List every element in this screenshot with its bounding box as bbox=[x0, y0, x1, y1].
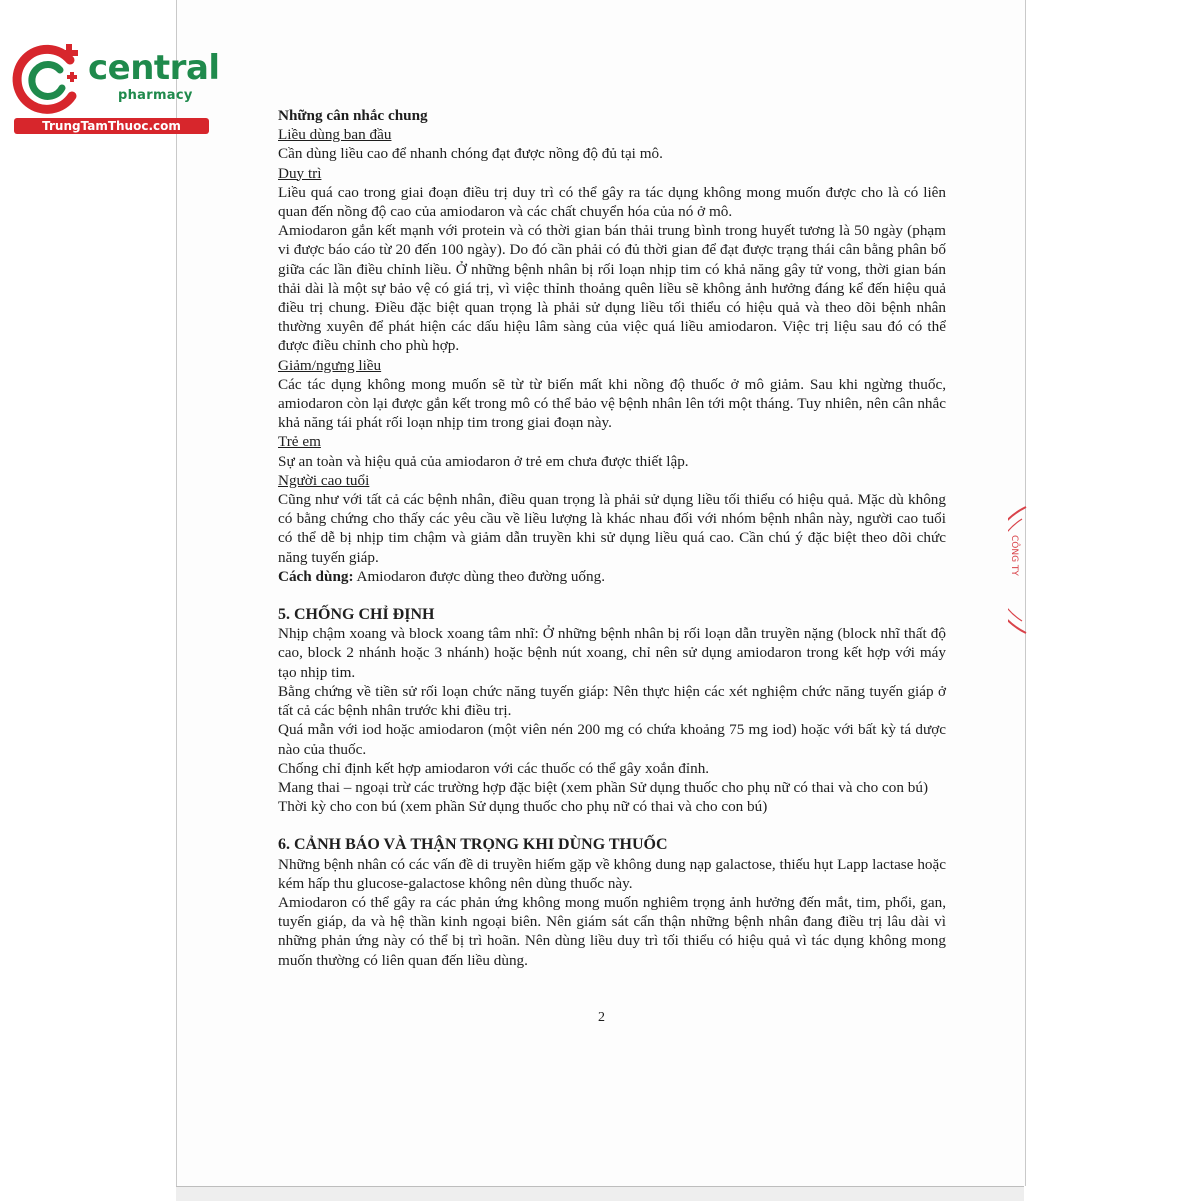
elderly-heading: Người cao tuổi bbox=[278, 471, 370, 489]
usage-line bbox=[278, 567, 946, 586]
warn-item: Amiodaron có thể gây ra các phản ứng không mong muốn nghiêm trọng ảnh hưởng đến mắt, tim, phổi, gan, tuyến giáp, da và hệ thần kinh ngoại biên. Nên giám sát cẩn thận những bệnh nhân đang điều trị lâu dài vì những phản ứng này có thể bị trì hoãn. Nên dùng liều duy trì tối thiểu có hiệu quả vì tác dụng không mong muốn thường có liên quan đến liều dùng. bbox=[278, 893, 946, 969]
usage-text: Amiodaron được dùng theo đường uống. bbox=[356, 567, 606, 585]
initial-text: Cần dùng liều cao để nhanh chóng đạt được nồng độ đủ tại mô. bbox=[278, 145, 663, 163]
logo-site: TrungTamThuoc.com bbox=[14, 118, 209, 134]
stamp-text: CÔNG TY bbox=[1009, 535, 1019, 576]
elderly-text: Cũng như với tất cả các bệnh nhân, điều quan trọng là phải sử dụng liều tối thiểu có hiệu quả. Mặc dù không có bằng chứng cho thấy các yêu cầu về liều lượng là khác nhau đối với nhóm bệnh nhân này, người cao tuổi có thể dễ bị nhịp tim chậm và giảm dẫn truyền khi sử dụng liều quá cao. Cần chú ý đặc biệt theo dõi chức năng tuyến giáp. bbox=[278, 491, 946, 566]
logo-mark-icon bbox=[10, 38, 90, 118]
company-stamp-icon bbox=[1008, 505, 1028, 635]
contra-item: Bằng chứng về tiền sử rối loạn chức năng tuyến giáp: Nên thực hiện các xét nghiệm chức năng tuyến giáp ở tất cả các bệnh nhân trước khi điều trị. bbox=[278, 682, 946, 720]
contra-item: Thời kỳ cho con bú (xem phần Sử dụng thuốc cho phụ nữ có thai và cho con bú) bbox=[278, 798, 768, 816]
document-body bbox=[278, 106, 946, 970]
contra-item: Mang thai – ngoại trừ các trường hợp đặc biệt (xem phần Sử dụng thuốc cho phụ nữ có thai và cho con bú) bbox=[278, 778, 928, 796]
warn-item: Những bệnh nhân có các vấn đề di truyền hiếm gặp về không dung nạp galactose, thiếu hụt Lapp lactase hoặc kém hấp thu glucose-galactose không nên dùng thuốc này. bbox=[278, 855, 946, 892]
initial-heading: Liều dùng ban đầu bbox=[278, 126, 392, 144]
page-edge bbox=[176, 1186, 1024, 1201]
contra-item: Chống chỉ định kết hợp amiodaron với các thuốc có thể gây xoắn đỉnh. bbox=[278, 759, 710, 777]
maint-text-2: Amiodaron gắn kết mạnh với protein và có thời gian bán thải trung bình trong huyết tương là 50 ngày (phạm vi được báo cáo từ 20 đến 100 ngày). Do đó cần phải có đủ thời gian để đạt được trạng thái cân bằng phân bố giữa các lần điều chỉnh liều. Ở những bệnh nhân bị rối loạn nhịp tim có khả năng gây tử vong, thời gian bán thải dài là một sự bảo vệ có giá trị, vì việc thỉnh thoảng quên liều sẽ không ảnh hưởng đáng kể đến hiệu quả điều trị chung. Điều đặc biệt quan trọng là phải sử dụng liều tối thiểu có hiệu quả và theo dõi bệnh nhân thường xuyên để phát hiện các dấu hiệu lâm sàng của việc quá liều amiodaron. Việc trị liệu sau đó có thể được điều chỉnh cho phù hợp. bbox=[278, 222, 946, 355]
contra-title: 5. CHỐNG CHỈ ĐỊNH bbox=[278, 606, 435, 624]
contra-item: Nhịp chậm xoang và block xoang tâm nhĩ: Ở những bệnh nhân bị rối loạn dẫn truyền nặng (block nhĩ thất độ cao, block 2 nhánh hoặc 3 nhánh) hoặc bệnh nút xoang, chỉ nên sử dụng amiodaron trong kết hợp với máy tạo nhịp tim. bbox=[278, 625, 946, 681]
warn-title: 6. CẢNH BÁO VÀ THẬN TRỌNG KHI DÙNG THUỐC bbox=[278, 836, 668, 854]
child-text: Sự an toàn và hiệu quả của amiodaron ở trẻ em chưa được thiết lập. bbox=[278, 452, 689, 470]
usage-label: Cách dùng: bbox=[278, 567, 354, 585]
maint-text-1: Liều quá cao trong giai đoạn điều trị duy trì có thể gây ra tác dụng không mong muốn được cho là có liên quan đến nồng độ cao của amiodaron và các chất chuyển hóa của nó ở mô. bbox=[278, 183, 946, 221]
reduce-heading: Giảm/ngưng liều bbox=[278, 356, 382, 374]
logo-brand: central bbox=[88, 48, 220, 88]
general-title: Những cân nhắc chung bbox=[278, 107, 428, 124]
contra-item: Quá mẫn với iod hoặc amiodaron (một viên nén 200 mg có chứa khoảng 75 mg iod) hoặc với bất kỳ tá dược nào của thuốc. bbox=[278, 721, 946, 758]
child-heading: Trẻ em bbox=[278, 433, 321, 451]
logo-tagline: pharmacy bbox=[118, 88, 193, 103]
reduce-text: Các tác dụng không mong muốn sẽ từ từ biến mất khi nồng độ thuốc ở mô giảm. Sau khi ngừng thuốc, amiodaron còn lại được gắn kết trong mô có thể bảo vệ bệnh nhân lên tới một tháng. Tuy nhiên, nên cân nhắc khả năng tái phát rối loạn nhịp tim trong giai đoạn này. bbox=[278, 375, 946, 432]
maint-heading: Duy trì bbox=[278, 164, 322, 182]
page-number: 2 bbox=[598, 1010, 605, 1025]
